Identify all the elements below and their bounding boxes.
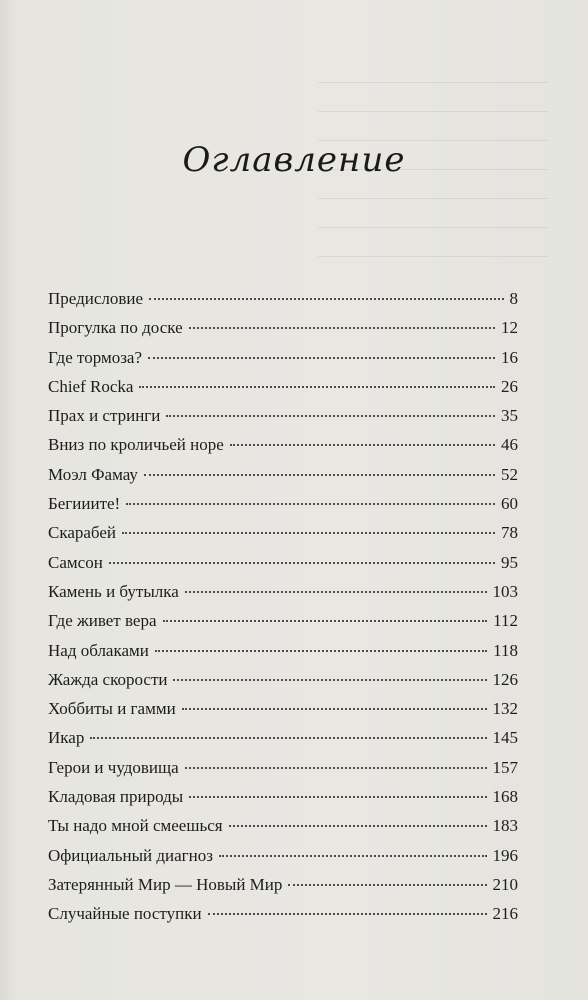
- toc-entry-page-number: 183: [492, 816, 518, 836]
- toc-entry-title: Камень и бутылка: [48, 581, 179, 601]
- toc-entry-page-number: 168: [492, 787, 518, 807]
- toc-entry: [48, 758, 518, 787]
- dot-leader: [185, 591, 487, 593]
- toc-entry: [48, 406, 518, 435]
- toc-entry-title: Chief Rocka: [48, 376, 134, 396]
- toc-entry: [48, 377, 518, 406]
- toc-entry-page-number: 157: [492, 757, 518, 777]
- toc-entry: [48, 816, 518, 845]
- toc-entry-page-number: 35: [501, 406, 518, 426]
- toc-entry: [48, 611, 518, 640]
- toc-entry-page-number: 210: [492, 874, 518, 894]
- toc-entry-page-number: 8: [509, 289, 518, 308]
- toc-entry-page-number: 60: [501, 494, 518, 514]
- dot-leader: [182, 708, 487, 710]
- toc-entry: [48, 699, 518, 728]
- dot-leader: [230, 444, 495, 446]
- table-of-contents: [48, 289, 518, 934]
- toc-entry-title: Затерянный Мир — Новый Мир: [48, 874, 283, 894]
- page-title: Оглавление: [182, 140, 406, 180]
- toc-entry: [48, 582, 518, 611]
- toc-entry: [48, 494, 518, 523]
- toc-entry-title: Где тормоза?: [48, 347, 143, 367]
- toc-entry-page-number: 112: [493, 611, 518, 631]
- dot-leader: [173, 679, 486, 681]
- toc-entry-title: Ты надо мной смеешься: [48, 816, 223, 836]
- toc-entry-title: Бегииите!: [48, 494, 121, 514]
- toc-entry-title: Предисловие: [48, 289, 144, 308]
- toc-entry-title: Герои и чудовища: [48, 757, 179, 777]
- toc-entry-title: Моэл Фамау: [48, 464, 138, 484]
- toc-entry-page-number: 52: [501, 464, 518, 484]
- toc-entry-title: Хоббиты и гамми: [48, 699, 176, 719]
- toc-entry: [48, 670, 518, 699]
- toc-entry-title: Икар: [48, 728, 85, 748]
- dot-leader: [185, 767, 487, 769]
- toc-entry-title: Случайные поступки: [48, 904, 202, 924]
- toc-entry-page-number: 145: [492, 728, 518, 748]
- dot-leader: [208, 913, 487, 915]
- toc-entry-title: Кладовая природы: [48, 787, 184, 807]
- dot-leader: [189, 327, 495, 329]
- toc-entry: [48, 787, 518, 816]
- toc-entry-page-number: 196: [492, 845, 518, 865]
- dot-leader: [122, 532, 495, 534]
- toc-entry-page-number: 132: [492, 699, 518, 719]
- dot-leader: [109, 562, 495, 564]
- dot-leader: [144, 474, 495, 476]
- dot-leader: [163, 620, 488, 622]
- toc-entry-page-number: 46: [501, 435, 518, 455]
- toc-entry: [48, 553, 518, 582]
- toc-entry-page-number: 78: [501, 523, 518, 543]
- dot-leader: [189, 796, 486, 798]
- toc-entry: [48, 318, 518, 347]
- toc-entry-page-number: 126: [492, 669, 518, 689]
- toc-entry: [48, 641, 518, 670]
- dot-leader: [155, 650, 487, 652]
- dot-leader: [139, 386, 495, 388]
- toc-entry-title: Над облаками: [48, 640, 149, 660]
- dot-leader: [288, 884, 486, 886]
- toc-entry-title: Где живет вера: [48, 611, 157, 631]
- toc-entry-title: Скарабей: [48, 523, 116, 543]
- toc-entry: [48, 846, 518, 875]
- toc-entry-title: Прогулка по доске: [48, 318, 183, 338]
- toc-entry-page-number: 26: [501, 376, 518, 396]
- toc-entry: [48, 465, 518, 494]
- toc-entry-title: Прах и стринги: [48, 406, 161, 426]
- toc-entry: [48, 875, 518, 904]
- toc-entry-page-number: 103: [492, 581, 518, 601]
- toc-entry: [48, 289, 518, 318]
- dot-leader: [229, 825, 487, 827]
- dot-leader: [126, 503, 495, 505]
- toc-entry-page-number: 118: [493, 640, 518, 660]
- toc-entry: [48, 435, 518, 464]
- toc-entry-title: Жажда скорости: [48, 669, 168, 689]
- dot-leader: [166, 415, 495, 417]
- dot-leader: [90, 737, 486, 739]
- toc-entry-page-number: 216: [492, 904, 518, 924]
- toc-entry: [48, 728, 518, 757]
- dot-leader: [219, 855, 487, 857]
- toc-entry: [48, 523, 518, 552]
- toc-entry: [48, 348, 518, 377]
- toc-entry-title: Вниз по кроличьей норе: [48, 435, 224, 455]
- toc-entry-page-number: 95: [501, 552, 518, 572]
- dot-leader: [148, 357, 495, 359]
- dot-leader: [149, 298, 503, 300]
- toc-entry-page-number: 12: [501, 318, 518, 338]
- toc-entry-title: Самсон: [48, 552, 103, 572]
- toc-entry-title: Официальный диагноз: [48, 845, 213, 865]
- toc-entry-page-number: 16: [501, 347, 518, 367]
- toc-entry: [48, 904, 518, 933]
